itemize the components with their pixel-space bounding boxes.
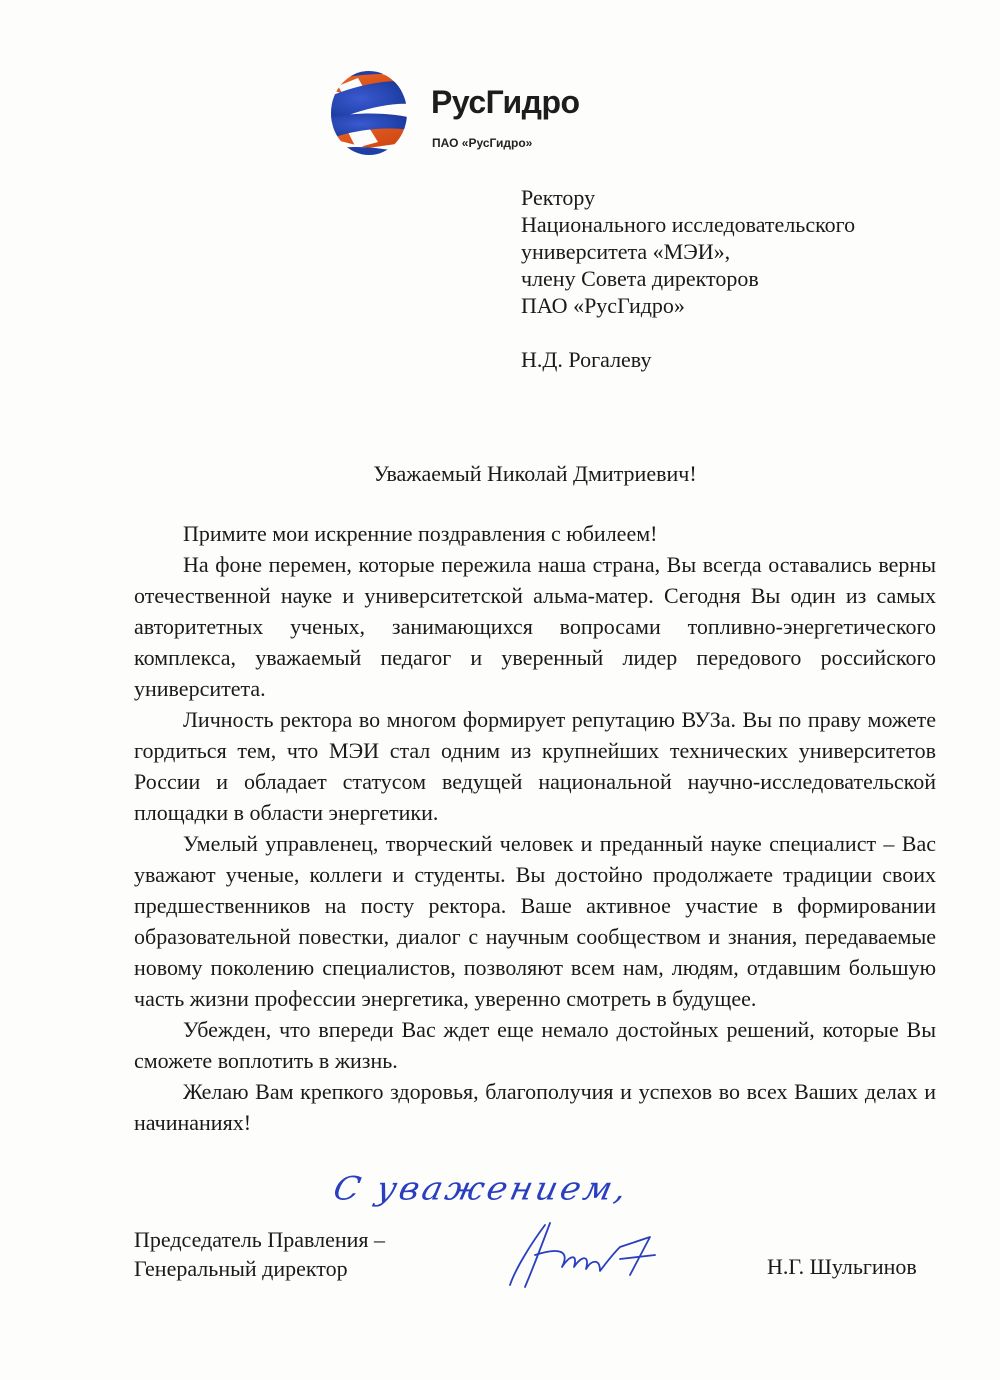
rushydro-sphere-logo-icon bbox=[328, 68, 410, 158]
signatory-name: Н.Г. Шульгинов bbox=[767, 1254, 917, 1279]
addressee-line: университета «МЭИ», bbox=[521, 239, 731, 264]
addressee-line: Национального исследовательского bbox=[521, 212, 856, 237]
addressee-name: Н.Д. Рогалеву bbox=[521, 347, 652, 372]
body-paragraph: Желаю Вам крепкого здоровья, благополучия и успехов во всех Ваших делах и начинаниях! bbox=[134, 1079, 936, 1135]
brand-subtitle: ПАО «РусГидро» bbox=[432, 136, 533, 150]
body-paragraph: Личность ректора во многом формирует репутацию ВУЗа. Вы по праву можете гордиться тем, что МЭИ стал одним из крупнейших технических университетов России и обладает статусом ведущей национальной научно-исследовательской площадки в области энергетики. bbox=[134, 707, 936, 825]
body-paragraph: На фоне перемен, которые пережила наша страна, Вы всегда оставались верны отечественной науке и университетской альма-матер. Сегодня Вы один из самых авторитетных ученых, занимающихся вопросами топливно-энергетического комплекса, уважаемый педагог и уверенный лидер передового российского университета. bbox=[134, 552, 936, 701]
brand-name: РусГидро bbox=[431, 84, 580, 120]
position-line: Генеральный директор bbox=[134, 1256, 348, 1281]
position-line: Председатель Правления – bbox=[134, 1227, 386, 1252]
signature-stroke bbox=[510, 1223, 655, 1287]
salutation: Уважаемый Николай Дмитриевич! bbox=[373, 461, 697, 486]
company-letterhead-logo bbox=[328, 68, 598, 168]
addressee-line: Ректору bbox=[521, 185, 596, 210]
body-paragraph: Примите мои искренние поздравления с юбилеем! bbox=[183, 521, 658, 546]
addressee-line: члену Совета директоров bbox=[521, 266, 759, 291]
body-paragraph: Умелый управленец, творческий человек и преданный науке специалист – Вас уважают ученые, коллеги и студенты. Вы достойно продолжаете традиции своих предшественников на посту ректора. Ваше активное участие в формировании образовательной повестки, диалог с научным сообществом и знания, передаваемые новому поколению специалистов, позволяют всем нам, людям, отдавшим большую часть жизни профессии энергетика, уверенно смотреть в будущее. bbox=[134, 831, 936, 1011]
body-paragraph: Убежден, что впереди Вас ждет еще немало достойных решений, которые Вы сможете воплотить в жизнь. bbox=[134, 1017, 936, 1073]
addressee-spacer bbox=[521, 319, 855, 346]
handwritten-signature bbox=[330, 1175, 710, 1295]
addressee-line: ПАО «РусГидро» bbox=[521, 293, 685, 318]
letter-body bbox=[134, 518, 936, 1138]
addressee-block bbox=[521, 184, 855, 373]
handwritten-closing-note: С уважением, bbox=[329, 1170, 633, 1208]
signatory-position bbox=[134, 1225, 385, 1283]
